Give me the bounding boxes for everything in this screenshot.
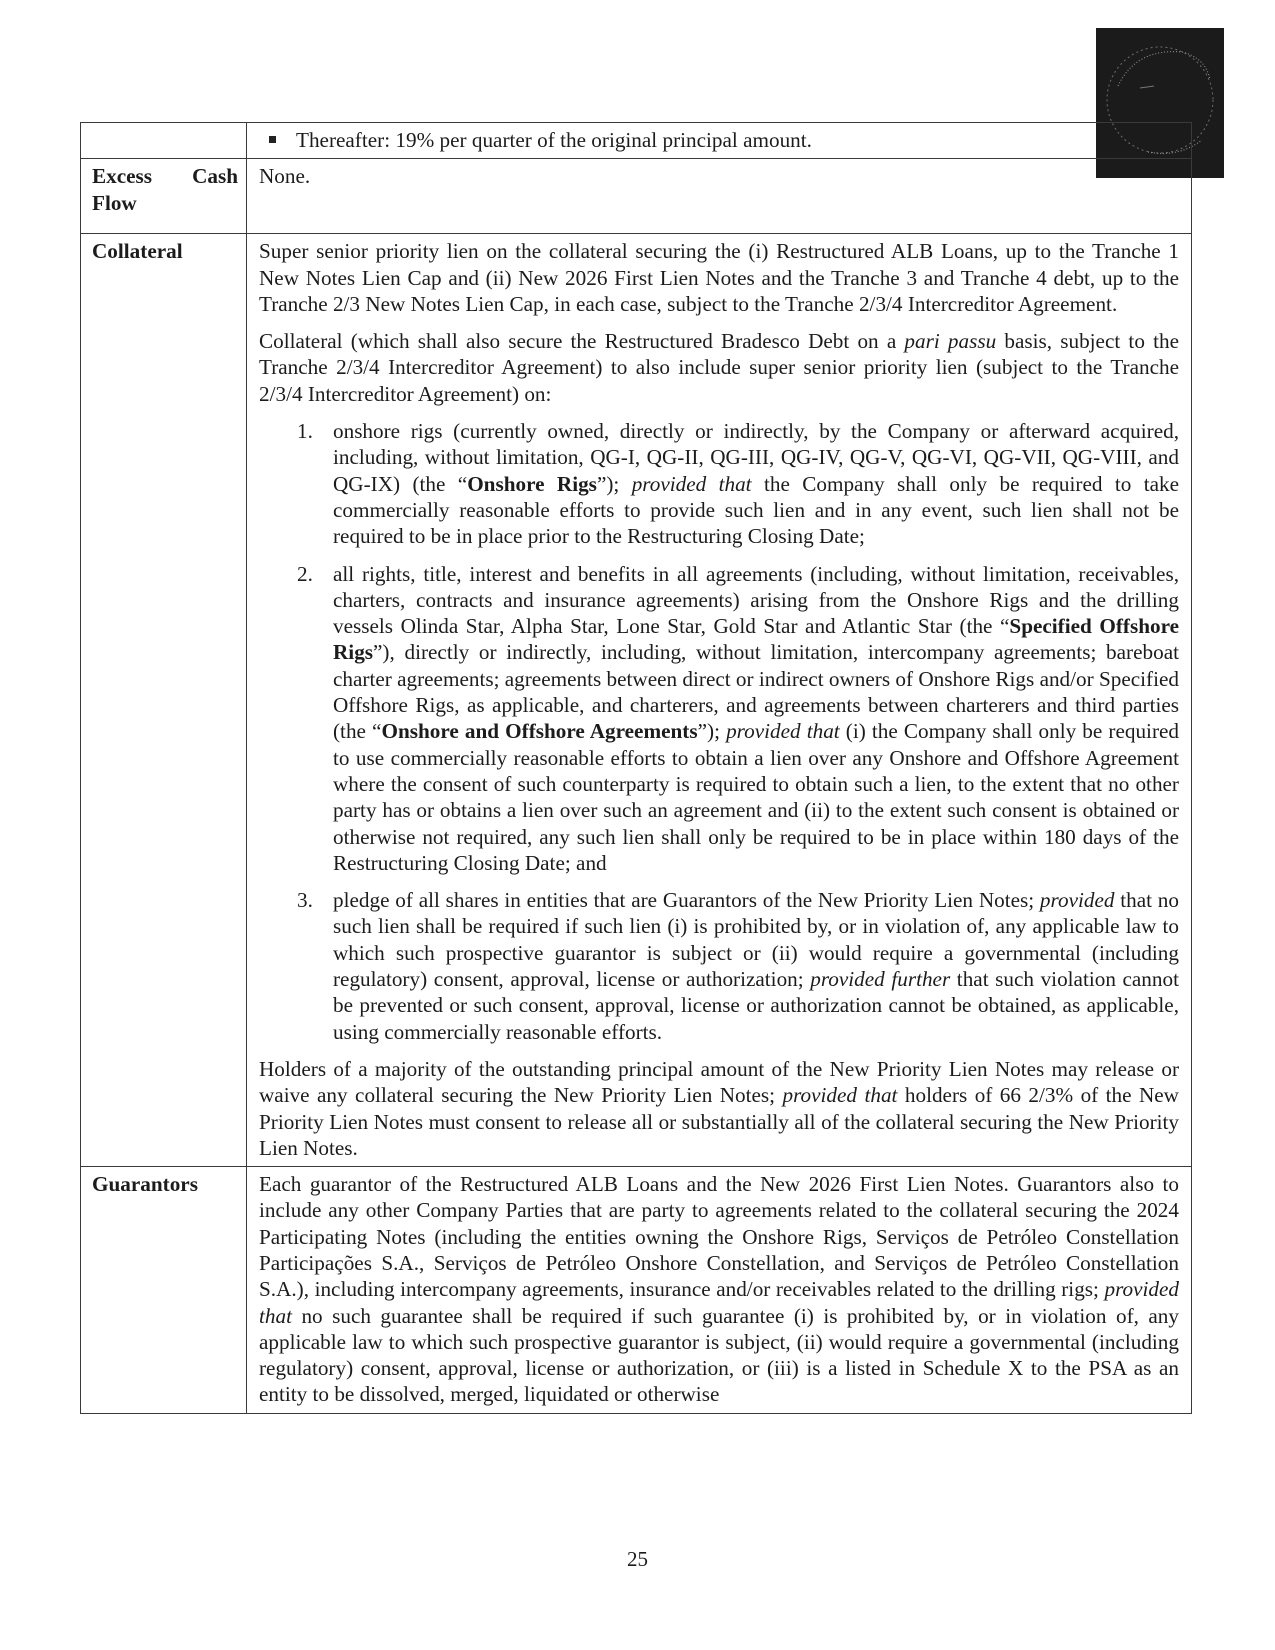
list-item: 2. all rights, title, interest and benefits in all agreements (including, without limitation, receivables, charters, contracts and insurance agreements) arising from the Onshore Rigs and the drilling vessels Olinda Star, Alpha Star, Lone Star, Gold Star and Atlantic Star (the “Specified Offshore Rigs”), directly or indirectly, including, without limitation, intercompany agreements; bareboat charter agreements; agreements between direct or indirect owners of Onshore Rigs and/or Specified Offshore Rigs, as applicable, and charterers, and agreements between charterers and third parties (the “Onshore and Offshore Agreements”); provided that (i) the Company shall only be required to use commercially reasonable efforts to obtain a lien over any Onshore and Offshore Agreement where the consent of such counterparty is required to obtain such a lien, to the extent that no other party has or obtains a lien over such an agreement and (ii) to the extent such consent is obtained or otherwise not required, any such lien shall only be required to be in place within 180 days of the Restructuring Closing Date; and [297, 561, 1180, 875]
table-row-guarantors [81, 1167, 1192, 1414]
page-number: 25 [627, 1547, 648, 1571]
numbered-list [259, 418, 1179, 1045]
square-bullet-icon [269, 136, 276, 143]
row-label-excess-cash-flow [81, 159, 247, 234]
row-label-collateral [81, 234, 247, 1167]
label-text: Collateral [92, 239, 183, 264]
paragraph: Collateral (which shall also secure the Restructured Bradesco Debt on a pari passu basis, subject to the Tranche 2/3/4 Intercreditor Agreement) to also include super senior priority lien (subject to the Tranche 2/3/4 Intercreditor Agreement) on: [259, 329, 1179, 406]
label-word: Cash [192, 164, 238, 189]
list-item: 3. pledge of all shares in entities that are Guarantors of the New Priority Lien Notes; provided that no such lien shall be required if such lien (i) is prohibited by, or in violation of, any applicable law to which such prospective guarantor is subject or (ii) would require a governmental (including regulatory) consent, approval, license or authorization; provided further that such violation cannot be prevented or such consent, approval, license or authorization cannot be obtained, as applicable, using commercially reasonable efforts. [297, 888, 1179, 1044]
row-body-collateral [247, 234, 1192, 1167]
bullet-item [259, 127, 1179, 153]
list-item: 1. onshore rigs (currently owned, directly or indirectly, by the Company or afterward acquired, including, without limitation, QG-I, QG-II, QG-III, QG-IV, QG-V, QG-VI, QG-VII, QG-VIII, and QG-IX) (the “Onshore Rigs”); provided that the Company shall only be required to take commercially reasonable efforts to provide such lien and in any event, such lien shall not be required to be in place prior to the Restructuring Closing Date; [297, 419, 1179, 549]
paragraph: Each guarantor of the Restructured ALB Loans and the New 2026 First Lien Notes. Guarantors also to include any other Company Parties that are party to agreements related to the collateral securing the 2024 Participating Notes (including the entities owning the Onshore Rigs, Serviços de Petróleo Constellation Participações S.A., Serviços de Petróleo Onshore Constellation, and Serviços de Petróleo Constellation S.A.), including intercompany agreements, insurance and/or receivables related to the drilling rigs; provided that no such guarantee shall be required if such guarantee (i) is prohibited by, or in violation of, any applicable law to which such prospective guarantor is subject, (ii) would require a governmental (including regulatory) consent, approval, license or authorization, or (iii) is a listed in Schedule X to the PSA as an entity to be dissolved, merged, liquidated or otherwise [259, 1172, 1179, 1407]
table-row-amortization [81, 123, 1192, 159]
label-word: Flow [92, 190, 137, 215]
paragraph: Holders of a majority of the outstanding principal amount of the New Priority Lien Notes may release or waive any collateral securing the New Priority Lien Notes; provided that holders of 66 2/3% of the New Priority Lien Notes must consent to release all or substantially all of the collateral securing the New Priority Lien Notes. [259, 1056, 1179, 1160]
label-word: Excess [92, 164, 153, 189]
row-body-guarantors [247, 1167, 1192, 1414]
row-body-amortization [247, 123, 1192, 159]
label-text: Guarantors [92, 1172, 198, 1197]
table-row-collateral [81, 234, 1192, 1167]
body-text: None. [259, 164, 311, 189]
row-label-guarantors [81, 1167, 247, 1414]
list-number: 1. [297, 419, 313, 444]
row-body-excess-cash-flow [247, 159, 1192, 234]
list-number: 3. [297, 888, 313, 913]
term-sheet-table [80, 122, 1192, 1414]
list-number: 2. [297, 561, 313, 586]
paragraph: Super senior priority lien on the collateral securing the (i) Restructured ALB Loans, up to the Tranche 1 New Notes Lien Cap and (ii) New 2026 First Lien Notes and the Tranche 3 and Tranche 4 debt, up to the Tranche 2/3 New Notes Lien Cap, in each case, subject to the Tranche 2/3/4 Intercreditor Agreement. [259, 239, 1179, 316]
table-row-excess-cash-flow [81, 159, 1192, 234]
bullet-text: Thereafter: 19% per quarter of the original principal amount. [296, 128, 812, 152]
row-label-empty [81, 123, 247, 159]
